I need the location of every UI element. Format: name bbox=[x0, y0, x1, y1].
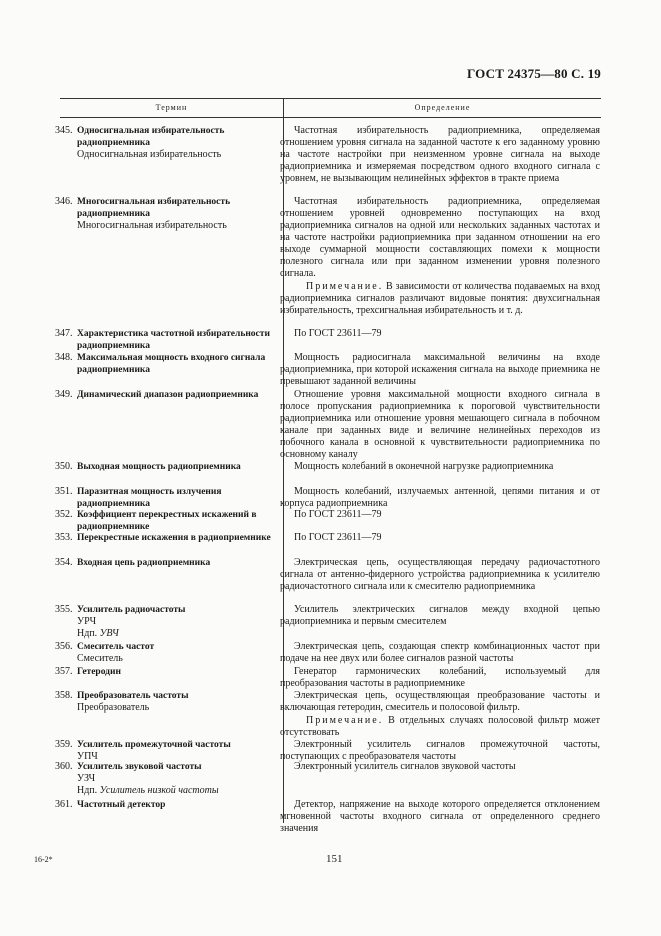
term-synonym: Многосигнальная избирательность bbox=[77, 220, 227, 231]
term-number: 358. bbox=[55, 690, 73, 701]
column-header-term: Термин bbox=[155, 103, 188, 112]
definition-text: Электронный усилитель сигналов промежуточной частоты, поступающих с преобразователя частоты bbox=[280, 739, 600, 762]
term-number: 349. bbox=[55, 389, 73, 400]
term-number: 355. bbox=[55, 604, 73, 615]
definition-note bbox=[280, 715, 600, 739]
definition-text: Отношение уровня максимальной мощности входного сигнала в полосе пропускания радиоприемника к пороговой чувствительности радиоприемника или отношение уровня мешающего сигнала в побочном канале при заданных виде и величине нелинейных переходов из побочного канала в основной к чувствительности радиоприемника по основному каналу bbox=[280, 389, 600, 460]
definition-text: Мощность радиосигнала максимальной величины на входе радиоприемника, при которой искажения сигнала на выходе приемника не превышают заданной величины bbox=[280, 352, 600, 387]
term-cell bbox=[55, 328, 277, 352]
deprecated-label: Ндп. bbox=[77, 628, 98, 639]
definition-text: Электрическая цепь, осуществляющая передачу радиочастотного сигнала от антенно-фидерного устройства радиоприемника к усилителю радиочастотного сигнала или к смесителю радиоприемника bbox=[280, 557, 600, 592]
term-name: Многосигнальная избирательность радиоприемника bbox=[77, 197, 231, 219]
term-cell bbox=[55, 125, 277, 161]
term-cell bbox=[55, 799, 277, 811]
definition-cell bbox=[280, 739, 600, 763]
term-cell bbox=[55, 532, 277, 544]
term-cell bbox=[55, 389, 277, 401]
term-synonym: УРЧ bbox=[77, 616, 97, 627]
definition-text: Электрическая цепь, осуществляющая преобразование частоты и включающая гетеродин, смеситель и полосовой фильтр. bbox=[280, 690, 600, 713]
definition-cell bbox=[280, 389, 600, 461]
term-name: Усилитель промежуточной частоты bbox=[77, 740, 231, 750]
note-label: Примечание. bbox=[306, 281, 384, 292]
term-cell bbox=[55, 461, 277, 473]
term-name: Усилитель радиочастоты bbox=[77, 605, 186, 615]
term-number: 353. bbox=[55, 532, 73, 543]
definition-cell bbox=[280, 557, 600, 593]
note-text: В зависимости от количества подаваемых на вход радиоприемника сигналов различают видовые понятия: двухсигнальная избирательность, трехсигнальная избирательность и т. д. bbox=[280, 281, 601, 316]
definition-text: Мощность колебаний в оконечной нагрузке радиоприемника bbox=[294, 461, 554, 472]
definition-cell bbox=[280, 461, 600, 473]
term-name: Усилитель звуковой частоты bbox=[77, 762, 202, 772]
term-cell bbox=[55, 739, 277, 763]
definition-text: По ГОСТ 23611—79 bbox=[294, 328, 382, 339]
term-name: Гетеродин bbox=[77, 667, 121, 677]
deprecated-term: УВЧ bbox=[99, 628, 119, 639]
term-deprecated bbox=[77, 628, 277, 640]
definition-cell bbox=[280, 666, 600, 690]
definition-cell bbox=[280, 799, 600, 835]
definition-cell bbox=[280, 196, 600, 317]
definition-note bbox=[280, 281, 600, 317]
definition-cell bbox=[280, 486, 600, 510]
term-cell bbox=[55, 352, 277, 376]
term-name: Выходная мощность радиоприемника bbox=[77, 462, 241, 472]
term-name: Коэффициент перекрестных искажений в радиоприемнике bbox=[77, 510, 257, 532]
definition-cell bbox=[280, 641, 600, 665]
definition-text: Генератор гармонических колебаний, используемый для преобразования частоты в радиоприемнике bbox=[280, 666, 600, 689]
term-number: 354. bbox=[55, 557, 73, 568]
term-number: 348. bbox=[55, 352, 73, 363]
term-number: 351. bbox=[55, 486, 73, 497]
term-synonym: УЗЧ bbox=[77, 773, 96, 784]
term-cell bbox=[55, 486, 277, 510]
term-number: 361. bbox=[55, 799, 73, 810]
definition-cell bbox=[280, 352, 600, 388]
definition-text: Частотная избирательность радиоприемника, определяемая отношением уровня сигнала на заданной частоте к его заданному уровню на частоте настройки при неизменном уровне сигнала на выходе радиоприемника и измеряемая посредством одного входного сигнала с уровнем, не вызывающим нелинейных эффектов в тракте приема bbox=[280, 125, 600, 184]
definition-cell bbox=[280, 604, 600, 628]
term-name: Односигнальная избирательность радиоприемника bbox=[77, 126, 225, 148]
page-header: ГОСТ 24375—80 С. 19 bbox=[467, 66, 601, 81]
term-cell bbox=[55, 604, 277, 640]
definition-cell bbox=[280, 690, 600, 739]
term-synonym: Односигнальная избирательность bbox=[77, 149, 222, 160]
term-number: 359. bbox=[55, 739, 73, 750]
term-synonym: УПЧ bbox=[77, 751, 98, 762]
term-name: Частотный детектор bbox=[77, 800, 166, 810]
term-synonym: Смеситель bbox=[77, 653, 123, 664]
term-name: Характеристика частотной избирательности радиоприемника bbox=[77, 329, 270, 351]
term-cell bbox=[55, 690, 277, 714]
deprecated-term: Усилитель низкой частоты bbox=[99, 785, 219, 796]
definition-cell bbox=[280, 328, 600, 340]
term-number: 360. bbox=[55, 761, 73, 772]
term-number: 346. bbox=[55, 196, 73, 207]
table-header-rule bbox=[60, 117, 601, 118]
definition-text: Усилитель электрических сигналов между входной цепью радиоприемника и первым смесителем bbox=[280, 604, 600, 627]
sheet-mark: 16-2* bbox=[34, 855, 53, 864]
definition-text: По ГОСТ 23611—79 bbox=[294, 509, 382, 520]
note-text: В отдельных случаях полосовой фильтр может отсутствовать bbox=[280, 715, 601, 738]
definition-cell bbox=[280, 509, 600, 521]
term-name: Паразитная мощность излучения радиоприемника bbox=[77, 487, 222, 509]
deprecated-label: Ндп. bbox=[77, 785, 98, 796]
term-number: 357. bbox=[55, 666, 73, 677]
term-name: Преобразователь частоты bbox=[77, 691, 189, 701]
term-cell bbox=[55, 666, 277, 678]
term-name: Входная цепь радиоприемника bbox=[77, 558, 211, 568]
term-number: 350. bbox=[55, 461, 73, 472]
definition-cell bbox=[280, 761, 600, 773]
note-label: Примечание. bbox=[306, 715, 384, 726]
term-number: 352. bbox=[55, 509, 73, 520]
definition-cell bbox=[280, 125, 600, 185]
table-top-rule bbox=[60, 98, 601, 99]
term-cell bbox=[55, 509, 277, 533]
definition-text: Частотная избирательность радиоприемника, определяемая отношением уровней одновременно поступающих на вход радиоприемника сигналов на одной или нескольких заданных частотах и на частоте настройки радиоприемника при заданном отношении на его выходе суммарной мощности составляющих помехи к мощности полезного сигнала или при заданном изменении уровня полезного сигнала. bbox=[280, 196, 600, 279]
term-deprecated bbox=[77, 785, 277, 797]
term-number: 345. bbox=[55, 125, 73, 136]
definition-text: Электрическая цепь, создающая спектр комбинационных частот при подаче на нее двух или более сигналов разной частоты bbox=[280, 641, 600, 664]
page-number: 151 bbox=[326, 853, 343, 865]
definition-text: По ГОСТ 23611—79 bbox=[294, 532, 382, 543]
term-number: 356. bbox=[55, 641, 73, 652]
term-name: Перекрестные искажения в радиоприемнике bbox=[77, 533, 271, 543]
term-name: Максимальная мощность входного сигнала радиоприемника bbox=[77, 353, 266, 375]
term-name: Динамический диапазон радиоприемника bbox=[77, 390, 259, 400]
definition-text: Детектор, напряжение на выходе которого определяется отклонением мгновенной частоты входного сигнала от определенного среднего значения bbox=[280, 799, 600, 834]
term-name: Смеситель частот bbox=[77, 642, 155, 652]
definition-text: Мощность колебаний, излучаемых антенной, цепями питания и от корпуса радиоприемника bbox=[280, 486, 600, 509]
term-number: 347. bbox=[55, 328, 73, 339]
term-cell bbox=[55, 557, 277, 569]
column-header-definition: Определение bbox=[414, 103, 471, 112]
term-cell bbox=[55, 196, 277, 232]
definition-cell bbox=[280, 532, 600, 544]
definition-text: Электронный усилитель сигналов звуковой частоты bbox=[294, 761, 516, 772]
term-cell bbox=[55, 641, 277, 665]
term-synonym: Преобразователь bbox=[77, 702, 150, 713]
term-cell bbox=[55, 761, 277, 797]
